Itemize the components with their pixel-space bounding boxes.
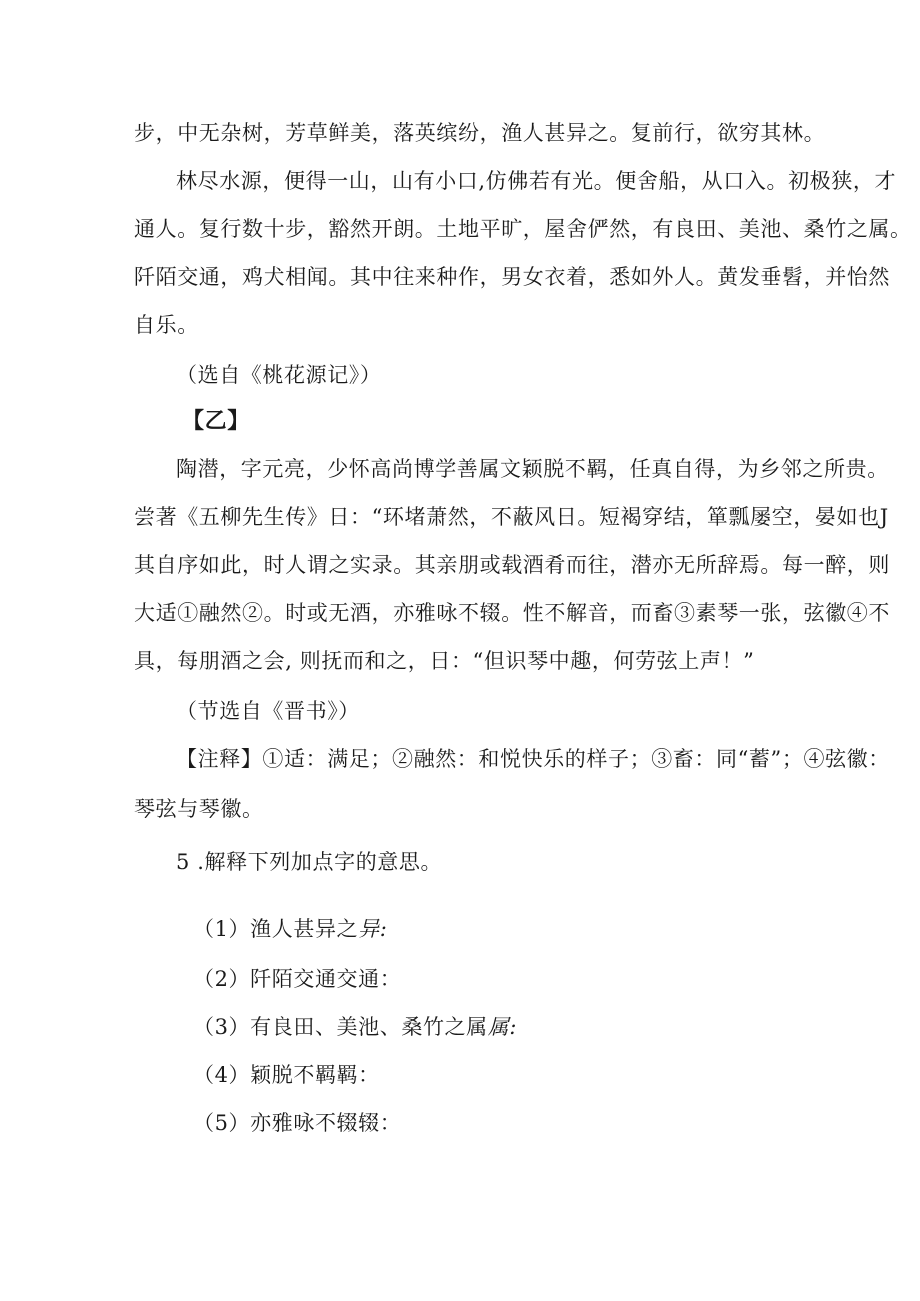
question-item-4-text: （4）颖脱不羁羁： [193, 1063, 380, 1087]
question-title: 5 .解释下列加点字的意思。 [176, 850, 443, 874]
question-item-2 [193, 965, 401, 993]
passage-yi-line-3: 其自序如此，时人谓之实录。其亲朋或载酒肴而往，潜亦无所辞焉。每一醉，则 [134, 553, 890, 577]
passage-jia-line-2: 林尽水源，便得一山，山有小口,仿佛若有光。便舍船，从口入。初极狭，才 [176, 169, 897, 193]
passage-yi-line-4: 大适①融然②。时或无酒，亦雅咏不辍。性不解音，而畜③素琴一张，弦徽④不 [134, 601, 890, 625]
question-item-1-tail: 异: [358, 917, 388, 941]
passage-yi-source: （节选自《晋书》） [176, 699, 360, 723]
passage-jia-line-4: 阡陌交通，鸡犬相闻。其中往来种作，男女衣着，悉如外人。黄发垂髫，并怡然 [134, 265, 890, 289]
question-item-2-text: （2）阡陌交通交通： [193, 967, 402, 991]
passage-yi-line-5: 具，每朋酒之会, 则抚而和之，日：“但识琴中趣，何劳弦上声！” [134, 649, 755, 673]
question-item-4 [193, 1061, 380, 1089]
notes-line-2: 琴弦与琴徽。 [134, 797, 264, 821]
question-item-5 [193, 1109, 401, 1137]
passage-yi-line-1: 陶潜，字元亮，少怀高尚博学善属文颖脱不羁，任真自得，为乡邻之所贵。 [176, 457, 889, 481]
passage-jia-line-3: 通人。复行数十步，豁然开朗。土地平旷，屋舍俨然，有良田、美池、桑竹之属。 [134, 217, 912, 241]
passage-jia-line-5: 自乐。 [134, 313, 199, 337]
passage-jia-source: （选自《桃花源记》） [176, 363, 382, 387]
question-item-5-text: （5）亦雅咏不辍辍： [193, 1111, 402, 1135]
notes-line-1: 【注释】①适：满足；②融然：和悦快乐的样子；③畜：同“蓄”；④弦徽： [176, 747, 890, 771]
question-item-1-text: （1）渔人甚异之 [193, 917, 359, 941]
passage-jia-line-1: 步，中无杂树，芳草鲜美，落英缤纷，渔人甚异之。复前行，欲穷其林。 [134, 121, 826, 145]
passage-yi-heading: 【乙】 [182, 408, 250, 434]
question-item-3 [193, 1013, 517, 1041]
question-item-1 [193, 915, 387, 943]
question-item-3-tail: 属: [487, 1015, 518, 1039]
question-item-3-text: （3）有良田、美池、桑竹之属 [193, 1015, 488, 1039]
passage-yi-line-2: 尝著《五柳先生传》日：“环堵萧然，不蔽风日。短褐穿结，箪瓢屡空，晏如也J [134, 505, 889, 529]
